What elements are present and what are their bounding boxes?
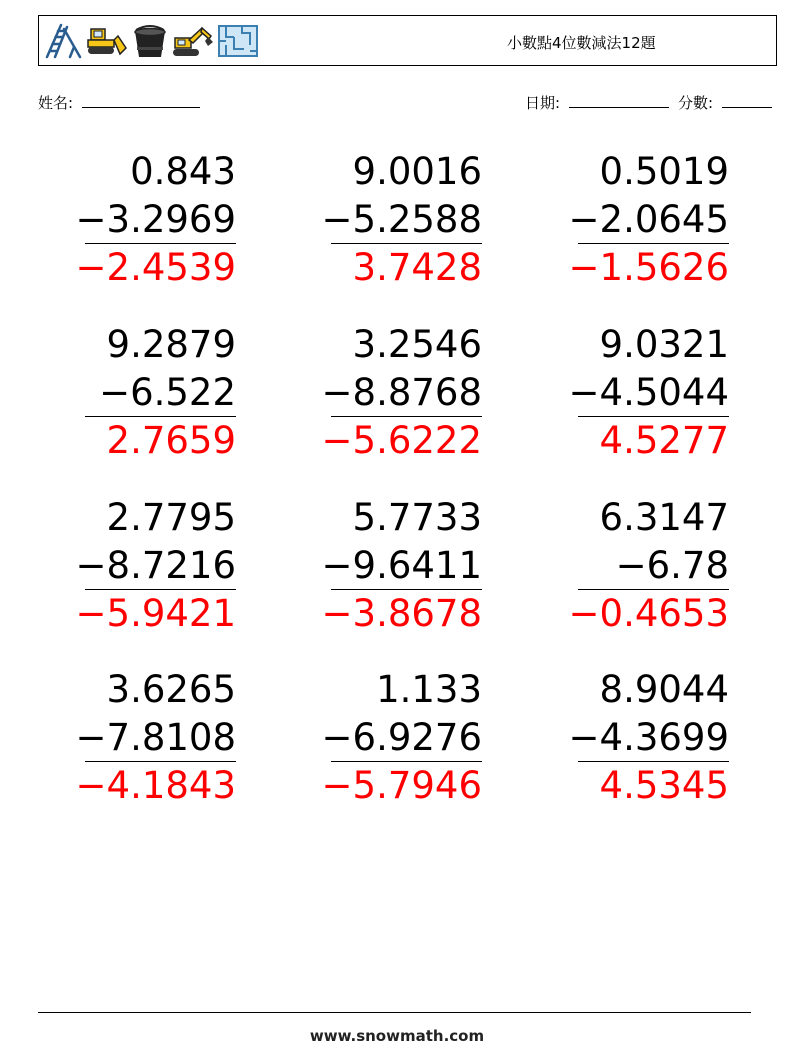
minuend: 9.0321 xyxy=(599,323,729,366)
minuend: 0.843 xyxy=(130,150,236,193)
problem-9 xyxy=(569,494,729,644)
subtrahend: −6.78 xyxy=(615,544,729,587)
problem-6 xyxy=(569,321,729,471)
date-blank xyxy=(569,93,669,108)
answer: −5.6222 xyxy=(321,419,482,462)
score-label: 分數: xyxy=(678,94,714,112)
problem-2 xyxy=(322,148,482,298)
date-label: 日期: xyxy=(525,94,561,112)
minuend: 6.3147 xyxy=(599,496,729,539)
answer: −0.4653 xyxy=(568,592,729,635)
subtrahend: −4.5044 xyxy=(568,371,729,414)
answer: 3.7428 xyxy=(352,246,482,289)
subtrahend: −5.2588 xyxy=(321,198,482,241)
name-blank xyxy=(82,93,200,108)
footer-divider xyxy=(38,1012,751,1013)
subtrahend: −6.522 xyxy=(99,371,236,414)
answer: −1.5626 xyxy=(568,246,729,289)
bulldozer-icon xyxy=(86,26,128,56)
answer: −3.8678 xyxy=(321,592,482,635)
problem-7 xyxy=(76,494,236,644)
name-field xyxy=(38,92,200,113)
maze-icon xyxy=(218,25,258,57)
worksheet-title: 小數點4位數減法12題 xyxy=(507,34,656,52)
answer: −4.1843 xyxy=(75,764,236,807)
subtrahend: −7.8108 xyxy=(75,716,236,759)
problem-8 xyxy=(322,494,482,644)
answer: −5.9421 xyxy=(75,592,236,635)
problem-4 xyxy=(76,321,236,471)
answer: 2.7659 xyxy=(106,419,236,462)
subtrahend: −3.2969 xyxy=(75,198,236,241)
minuend: 9.2879 xyxy=(106,323,236,366)
name-label: 姓名: xyxy=(38,94,74,112)
answer: 4.5277 xyxy=(599,419,729,462)
subtrahend: −8.8768 xyxy=(321,371,482,414)
problem-3 xyxy=(569,148,729,298)
bucket-icon xyxy=(132,23,168,59)
date-field xyxy=(525,92,669,113)
answer: 4.5345 xyxy=(599,764,729,807)
subtrahend: −9.6411 xyxy=(321,544,482,587)
problem-12 xyxy=(569,666,729,816)
minuend: 3.6265 xyxy=(106,668,236,711)
answer: −2.4539 xyxy=(75,246,236,289)
problem-5 xyxy=(322,321,482,471)
problem-1 xyxy=(76,148,236,298)
excavator-icon xyxy=(172,24,214,58)
header-icons xyxy=(44,22,258,60)
answer: −5.7946 xyxy=(321,764,482,807)
worksheet-header xyxy=(38,15,777,66)
score-blank xyxy=(722,93,772,108)
minuend: 9.0016 xyxy=(352,150,482,193)
problem-10 xyxy=(76,666,236,816)
minuend: 3.2546 xyxy=(352,323,482,366)
subtrahend: −4.3699 xyxy=(568,716,729,759)
ladder-icon xyxy=(44,23,82,59)
subtrahend: −6.9276 xyxy=(321,716,482,759)
minuend: 0.5019 xyxy=(599,150,729,193)
minuend: 8.9044 xyxy=(599,668,729,711)
minuend: 1.133 xyxy=(376,668,482,711)
footer-site: www.snowmath.com xyxy=(309,1027,485,1045)
minuend: 2.7795 xyxy=(106,496,236,539)
subtrahend: −8.7216 xyxy=(75,544,236,587)
minuend: 5.7733 xyxy=(352,496,482,539)
subtrahend: −2.0645 xyxy=(568,198,729,241)
score-field xyxy=(678,92,772,113)
problem-11 xyxy=(322,666,482,816)
